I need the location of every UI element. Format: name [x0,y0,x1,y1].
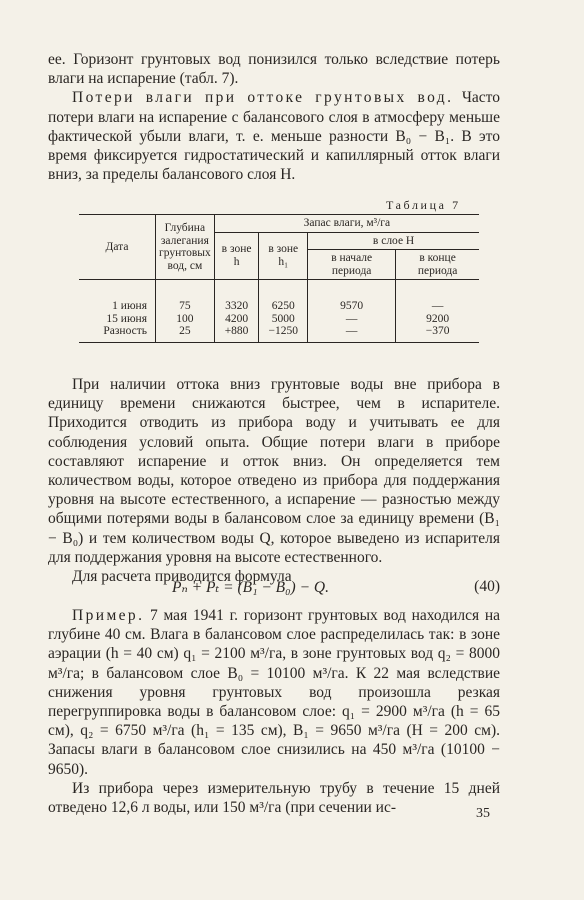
col-end: в конце периода [396,250,479,280]
paragraph-outflow [48,88,500,184]
paragraph-example [48,606,500,779]
paragraph-drainage: Из прибора через измерительную трубу в течение 15 дней отведено 12,6 л воды, или 150 м³/га (при сечении ис- [48,779,500,817]
table-row [79,313,479,326]
table-7 [79,214,479,343]
cell-depth: 100 [156,313,215,326]
paragraph-continued: ее. Горизонт грунтовых вод понизился только вследствие потерь влаги на испарение (табл. 7). [48,51,500,88]
col-zone-h1: в зоне h₁ [259,232,308,280]
cell-start: — [308,313,396,326]
table-row [79,300,479,313]
cell-zone-h1: 5000 [259,313,308,326]
cell-date: 1 июня [112,300,147,312]
col-start: в начале периода [308,250,396,280]
table-row [79,325,479,342]
cell-start: — [308,325,396,342]
page-number: 35 [476,806,490,821]
cell-zone-h: 4200 [214,313,259,326]
cell-end: −370 [396,325,479,342]
col-depth: Глубина залегания грунтовых вод, см [156,215,215,280]
body-text-top [48,50,500,184]
col-zone-h: в зоне h [214,232,259,280]
example-text: 7 мая 1941 г. горизонт грунтовых вод находился на глубине 40 см. Влага в балансовом слое распределилась так: в зоне аэрации (h = 40 см) q₁ = 2100 м³/га, в зоне грунтовых вод q₂ = 8000 м³/га; в балансовом слое B₀ = 10100 м³/га. К 22 мая вследствие снижения уровня грунтовых вод произошла резкая перегруппировка воды в балансовом слое: q₁ = 2900 м³/га (h = 65 см), q₂ = 6750 м³/га (h₁ = 135 см), B₁ = 9650 м³/га (H = 200 см). Запасы влаги в балансовом слое снизились на 450 м³/га (10100 − 9650). [48,607,500,778]
cell-date: Разность [79,325,156,342]
table-caption: Таблица 7 [386,198,461,212]
cell-zone-h1: 6250 [259,300,308,313]
col-date: Дата [79,215,156,280]
cell-zone-h: 3320 [214,300,259,313]
col-stock: Запас влаги, м³/га [214,215,479,233]
cell-zone-h: +880 [214,325,259,342]
cell-depth: 75 [156,300,215,313]
cell-zone-h1: −1250 [259,325,308,342]
formula-number: (40) [474,578,500,595]
paragraph-outflow-text: Часто потери влаги на испарение с балансового слоя в атмосферу меньше фактической убыли влаги, т. е. меньше разности B₀ − B₁. В это время фиксируется гидростатический и капиллярный отток влаги вниз, за пределы балансового слоя H. [48,89,500,184]
body-text-middle [48,375,500,586]
col-layer-h: в слое H [308,232,479,250]
paragraph-outflow-method: При наличии оттока вниз грунтовые воды вне прибора в единицу времени снижаются быстрее, чем в испарителе. Приходится отводить из прибора воду и учитывать ее для соблюдения условий опыта. Общие потери влаги в приборе составляют испарение и отток вниз. Он определяется тем количеством воды, которое отведено из прибора для поддержания уровня на высоте естественного, а испарение — разностью между общими потерями воды в балансовом слое за единицу времени (B₁ − B₀) и тем количеством воды Q, которое выведено из испарителя для поддержания уровня на высоте естественного. [48,376,500,566]
formula-expression: Pₙ + Pₜ = (B₁ − B₀) − Q. [172,579,329,596]
cell-depth: 25 [156,325,215,342]
cell-start: 9570 [308,300,396,313]
cell-end: 9200 [396,313,479,326]
formula-40 [48,578,500,600]
paragraph-formula-intro: Для расчета приводится формула [72,568,292,586]
section-heading: Потери влаги при оттоке грунтовых вод. [72,89,454,107]
example-label: Пример. [72,607,145,624]
cell-date: 15 июня [106,312,147,325]
body-text-bottom [48,606,500,817]
cell-end: — [396,300,479,313]
